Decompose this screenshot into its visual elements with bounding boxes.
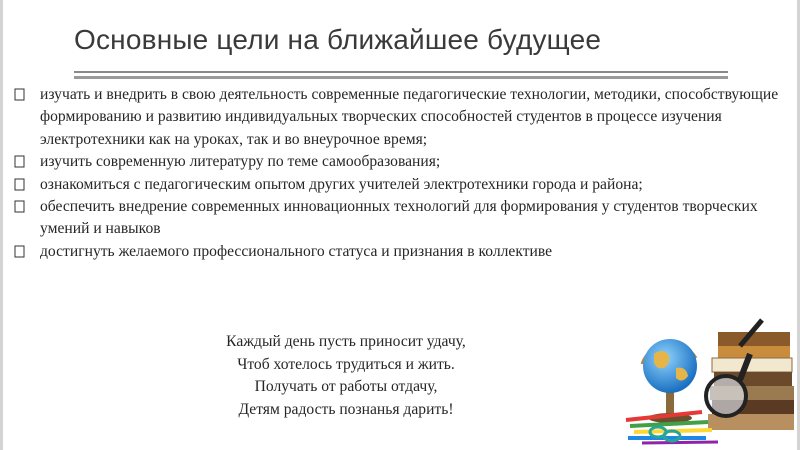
goal-item	[10, 241, 780, 263]
goal-item	[10, 174, 780, 196]
goal-text: достигнуть желаемого профессионального статуса и признания в коллективе	[40, 242, 553, 260]
title-underline-secondary	[74, 76, 728, 79]
school-supplies-illustration	[622, 316, 794, 446]
poem-line: Каждый день пусть приносит удачу,	[226, 333, 466, 350]
goal-item	[10, 84, 780, 151]
title-underline	[74, 71, 728, 73]
goal-text: обеспечить внедрение современных инновационных технологий для формирования у студентов творческих умений и навыков	[40, 198, 758, 238]
slide-left-border	[0, 0, 3, 450]
goal-text: изучить современную литературу по теме самообразования;	[40, 153, 441, 171]
checkbox-bullet-icon	[14, 155, 25, 168]
checkbox-bullet-icon	[14, 245, 25, 258]
slide-title: Основные цели на ближайшее будущее	[74, 24, 602, 55]
poem-line: Получать от работы отдачу,	[254, 378, 438, 395]
goals-list	[10, 84, 780, 263]
goal-item	[10, 196, 780, 241]
poem-line: Чтоб хотелось трудиться и жить.	[237, 355, 455, 373]
checkbox-bullet-icon	[14, 178, 25, 191]
poem	[166, 331, 526, 421]
checkbox-bullet-icon	[14, 88, 25, 101]
goal-item	[10, 151, 780, 173]
goal-text: изучать и внедрить в свою деятельность современные педагогические технологии, методики, способствующие формированию и развитию индивидуальных творческих способностей студентов в процессе изучения электротехники как на уроках, так и во внеурочное время;	[40, 86, 779, 148]
globe-icon	[642, 339, 697, 423]
pencils-icon	[626, 412, 718, 443]
poem-line: Детям радость познанья дарить!	[238, 400, 454, 418]
goal-text: ознакомиться с педагогическим опытом других учителей электротехники города и района;	[40, 175, 643, 193]
checkbox-bullet-icon	[14, 200, 25, 213]
